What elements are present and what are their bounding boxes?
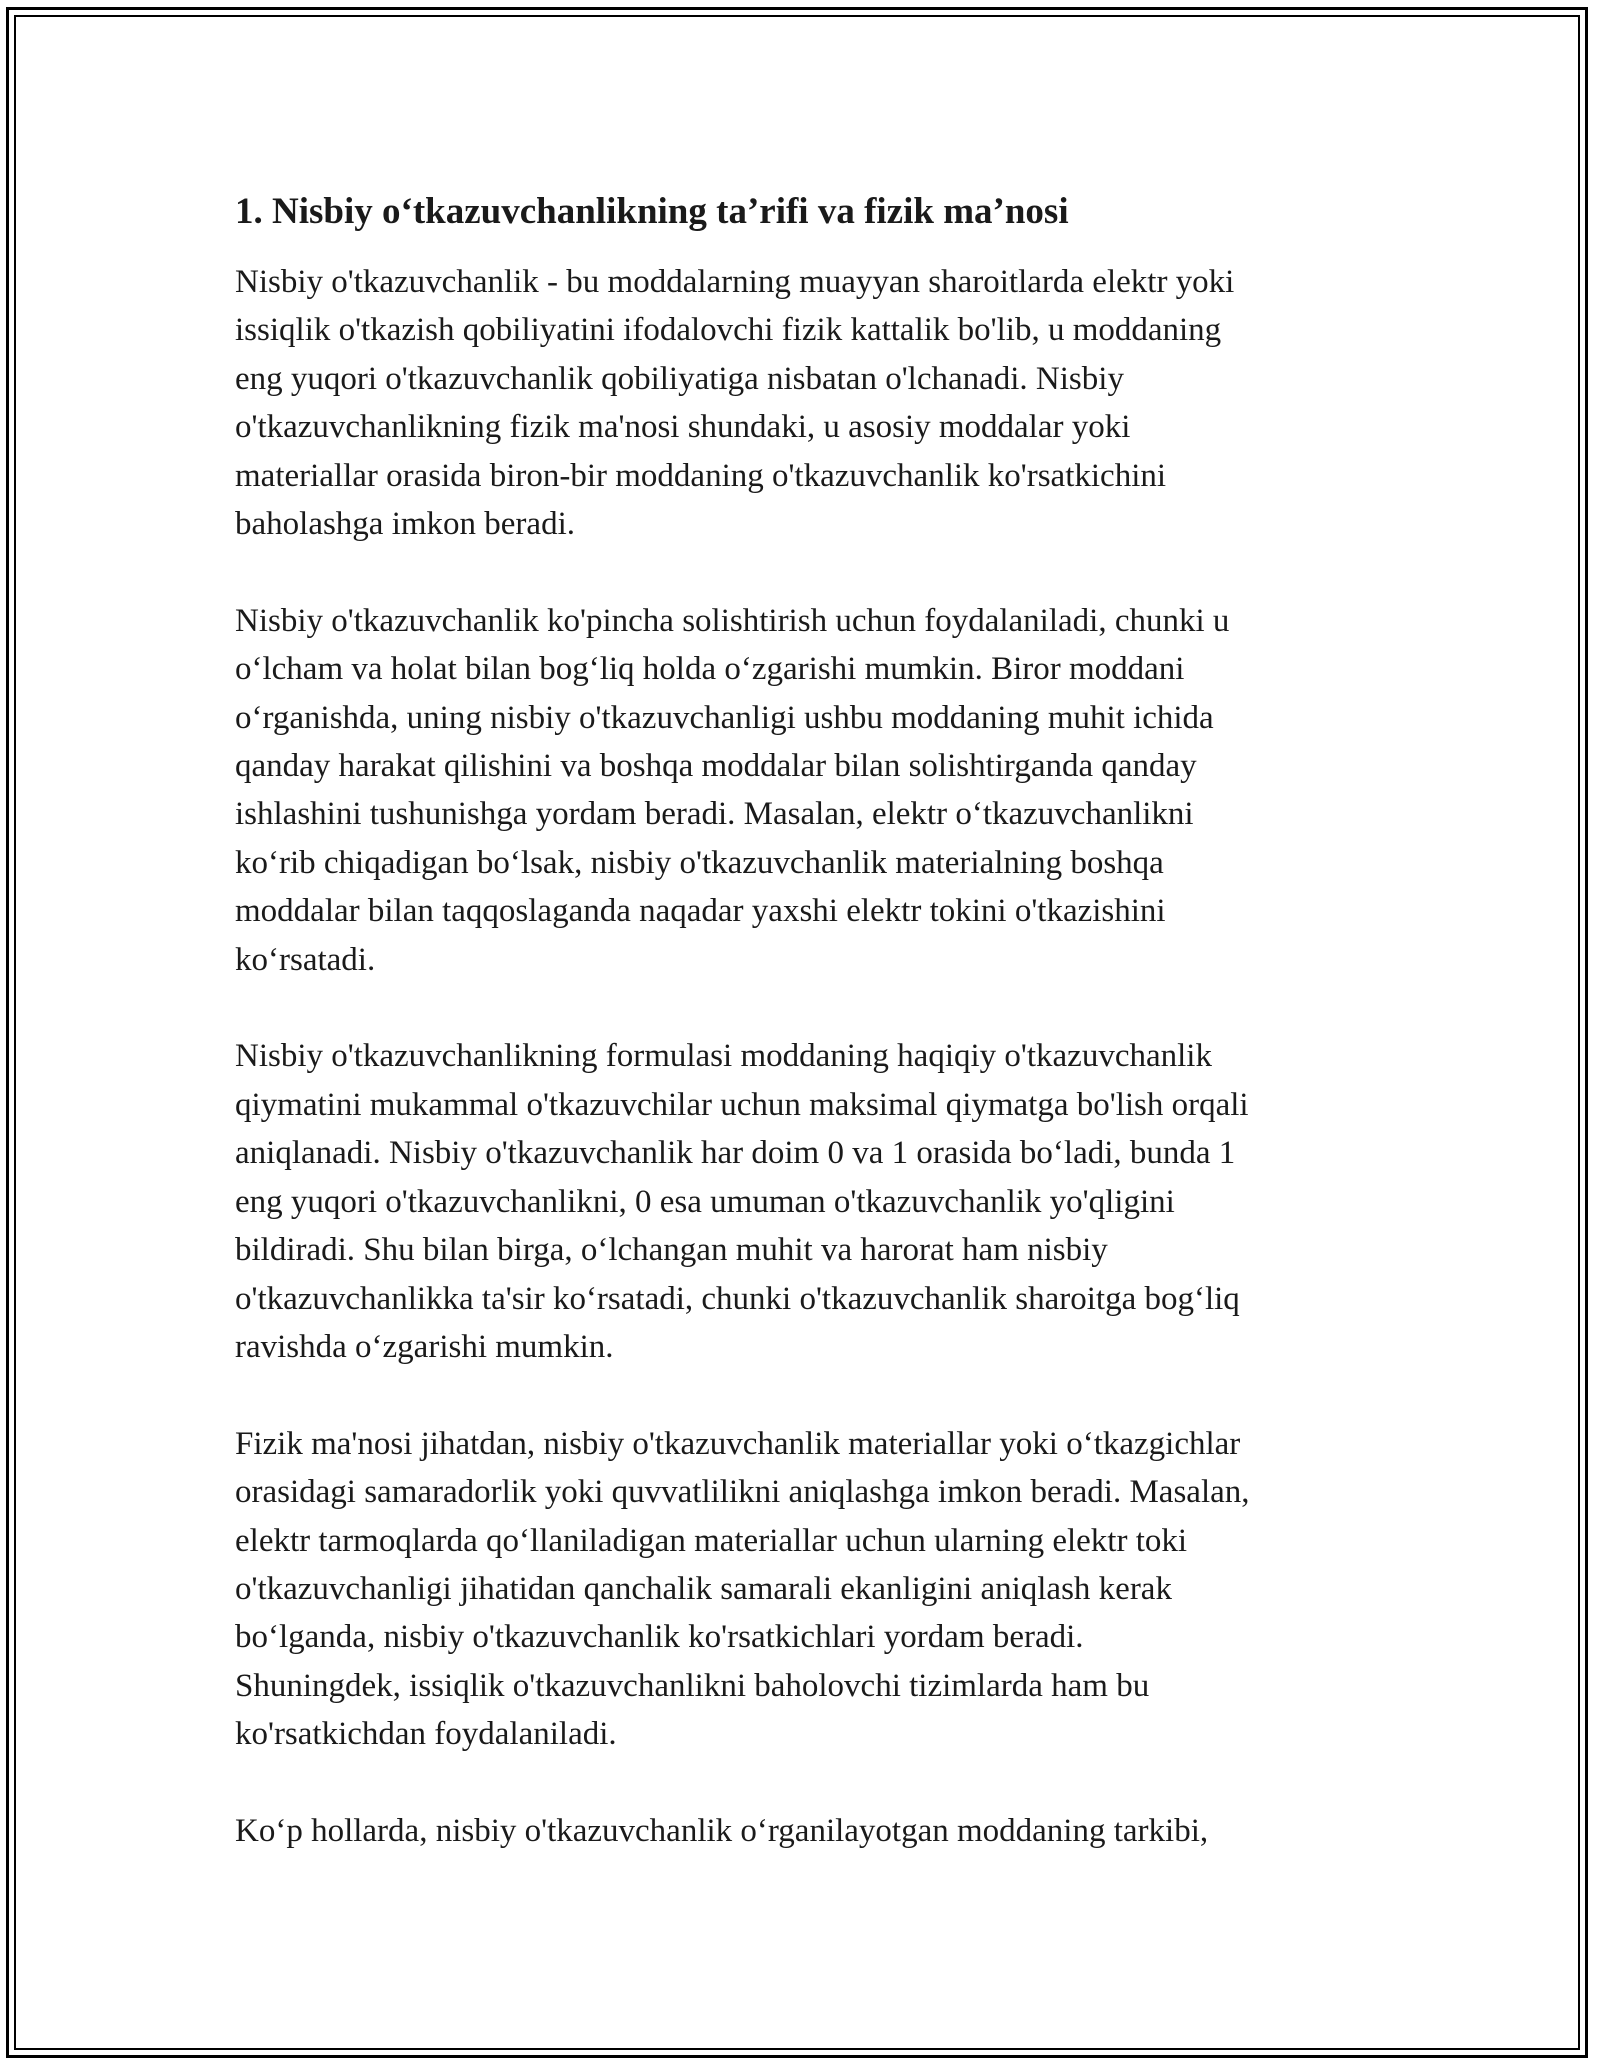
document-body bbox=[235, 186, 1375, 1904]
paragraph-2: Nisbiy o'tkazuvchanlik ko'pincha solishtirish uchun foydalaniladi, chunki u o‘lcham va holat bilan bog‘liq holda o‘zgarishi mumkin. Biror moddani o‘rganishda, uning nisbiy o'tkazuvchanligi ushbu moddaning muhit ichida qanday harakat qilishini va boshqa moddalar bilan solishtirganda qanday ishlashini tushunishga yordam beradi. Masalan, elektr o‘tkazuvchanlikni ko‘rib chiqadigan bo‘lsak, nisbiy o'tkazuvchanlik materialning boshqa moddalar bilan taqqoslaganda naqadar yaxshi elektr tokini o'tkazishini ko‘rsatadi. bbox=[235, 602, 1230, 978]
paragraph-3: Nisbiy o'tkazuvchanlikning formulasi moddaning haqiqiy o'tkazuvchanlik qiymatini mukammal o'tkazuvchilar uchun maksimal qiymatga bo'lish orqali aniqlanadi. Nisbiy o'tkazuvchanlik har doim 0 va 1 orasida bo‘ladi, bunda 1 eng yuqori o'tkazuvchanlikni, 0 esa umuman o'tkazuvchanlik yo'qligini bildiradi. Shu bilan birga, o‘lchangan muhit va harorat ham nisbiy o'tkazuvchanlikka ta'sir ko‘rsatadi, chunki o'tkazuvchanlik sharoitga bog‘liq ravishda o‘zgarishi mumkin. bbox=[235, 1038, 1249, 1365]
paragraph-4: Fizik ma'nosi jihatdan, nisbiy o'tkazuvchanlik materiallar yoki o‘tkazgichlar orasidagi samaradorlik yoki quvvatlilikni aniqlashga imkon beradi. Masalan, elektr tarmoqlarda qo‘llaniladigan materiallar uchun ularning elektr toki o'tkazuvchanligi jihatidan qanchalik samarali ekanligini aniqlash kerak bo‘lganda, nisbiy o'tkazuvchanlik ko'rsatkichlari yordam beradi. Shuningdek, issiqlik o'tkazuvchanlikni baholovchi tizimlarda ham bu ko'rsatkichdan foydalaniladi. bbox=[235, 1425, 1250, 1753]
section-heading: 1. Nisbiy o‘tkazuvchanlikning ta’rifi va fizik ma’nosi bbox=[235, 191, 1069, 232]
paragraph-5: Ko‘p hollarda, nisbiy o'tkazuvchanlik o‘rganilayotgan moddaning tarkibi, bbox=[235, 1812, 1209, 1849]
paragraph-1: Nisbiy o'tkazuvchanlik - bu moddalarning muayyan sharoitlarda elektr yoki issiqlik o'tkazish qobiliyatini ifodalovchi fizik kattalik bo'lib, u moddaning eng yuqori o'tkazuvchanlik qobiliyatiga nisbatan o'lchanadi. Nisbiy o'tkazuvchanlikning fizik ma'nosi shundaki, u asosiy moddalar yoki materiallar orasida biron-bir moddaning o'tkazuvchanlik ko'rsatkichini baholashga imkon beradi. bbox=[235, 264, 1235, 543]
